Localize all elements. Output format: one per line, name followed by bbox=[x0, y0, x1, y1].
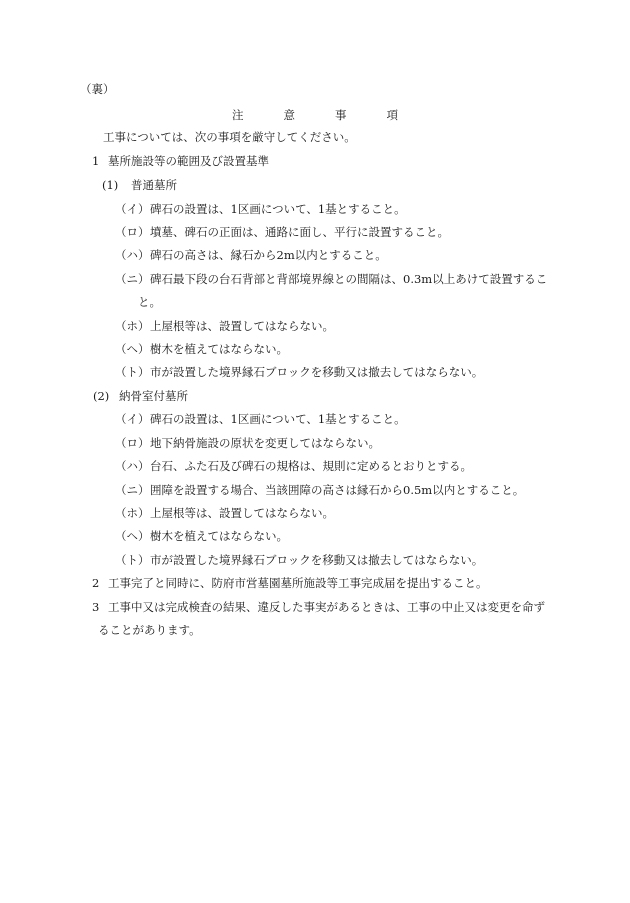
sub1-item-label: （ハ） bbox=[115, 248, 150, 262]
sub1-item-text: 碑石最下段の台石背部と背部境界線との間隔は、0.3m以上あけて設置するこ bbox=[150, 272, 548, 286]
section3-text-continuation: ることがあります。 bbox=[98, 623, 201, 637]
sub1-item-text: 上屋根等は、設置してはならない。 bbox=[150, 319, 334, 333]
sub1-number: (1) bbox=[102, 178, 119, 192]
sub2-item-text: 市が設置した境界縁石ブロックを移動又は撤去してはならない。 bbox=[150, 553, 484, 567]
sub1-item-label: （ロ） bbox=[115, 225, 150, 239]
sub2-item-label: （ト） bbox=[115, 553, 150, 567]
title-char: 意 bbox=[283, 108, 295, 122]
section1-heading: 墓所施設等の範囲及び設置基準 bbox=[108, 154, 269, 168]
sub2-item-text: 樹木を植えてはならない。 bbox=[150, 529, 288, 543]
title-char: 項 bbox=[386, 108, 398, 122]
title-char: 事 bbox=[335, 108, 347, 122]
sub1-item-text: 碑石の高さは、縁石から2m以内とすること。 bbox=[150, 248, 387, 262]
sub2-item-label: （ロ） bbox=[115, 436, 150, 450]
sub2-number: (2) bbox=[93, 389, 110, 403]
title-char: 注 bbox=[232, 108, 244, 122]
sub2-item-label: （イ） bbox=[115, 412, 150, 426]
sub2-item-label: （ホ） bbox=[115, 506, 150, 520]
sub1-item-label: （ホ） bbox=[115, 319, 150, 333]
sub2-item-label: （ヘ） bbox=[115, 529, 150, 543]
sub2-item-label: （ハ） bbox=[115, 459, 150, 473]
sub2-item-text: 地下納骨施設の原状を変更してはならない。 bbox=[150, 436, 380, 450]
sub2-item-text: 台石、ふた石及び碑石の規格は、規則に定めるとおりとする。 bbox=[150, 459, 472, 473]
sub1-item-label: （ト） bbox=[115, 365, 150, 379]
sub1-heading: 普通墓所 bbox=[131, 178, 177, 192]
sub1-item-text: 市が設置した境界縁石ブロックを移動又は撤去してはならない。 bbox=[150, 365, 484, 379]
sub1-item-text: 樹木を植えてはならない。 bbox=[150, 342, 288, 356]
sub1-item-label: （ニ） bbox=[115, 272, 150, 286]
sub2-heading: 納骨室付墓所 bbox=[119, 389, 188, 403]
section1-number: 1 bbox=[92, 154, 100, 168]
page-title bbox=[232, 108, 398, 122]
section2-number: 2 bbox=[92, 576, 100, 590]
sub1-item-text: 墳墓、碑石の正面は、通路に面し、平行に設置すること。 bbox=[150, 225, 449, 239]
section3-number: 3 bbox=[92, 600, 100, 614]
sub2-item-label: （ニ） bbox=[115, 483, 150, 497]
sub2-item-text: 囲障を設置する場合、当該囲障の高さは縁石から0.5m以内とすること。 bbox=[150, 483, 525, 497]
sub1-item-text-continuation: と。 bbox=[138, 295, 161, 309]
sub1-item-label: （イ） bbox=[115, 202, 150, 216]
sub1-item-label: （ヘ） bbox=[115, 342, 150, 356]
section2-text: 工事完了と同時に、防府市営墓園墓所施設等工事完成届を提出すること。 bbox=[108, 576, 488, 590]
back-side-marker: （裏） bbox=[80, 82, 115, 96]
sub1-item-text: 碑石の設置は、1区画について、1基とすること。 bbox=[150, 202, 406, 216]
intro-text: 工事については、次の事項を厳守してください。 bbox=[103, 130, 356, 144]
sub2-item-text: 上屋根等は、設置してはならない。 bbox=[150, 506, 334, 520]
section3-text: 工事中又は完成検査の結果、違反した事実があるときは、工事の中止又は変更を命ず bbox=[108, 600, 545, 614]
sub2-item-text: 碑石の設置は、1区画について、1基とすること。 bbox=[150, 412, 406, 426]
